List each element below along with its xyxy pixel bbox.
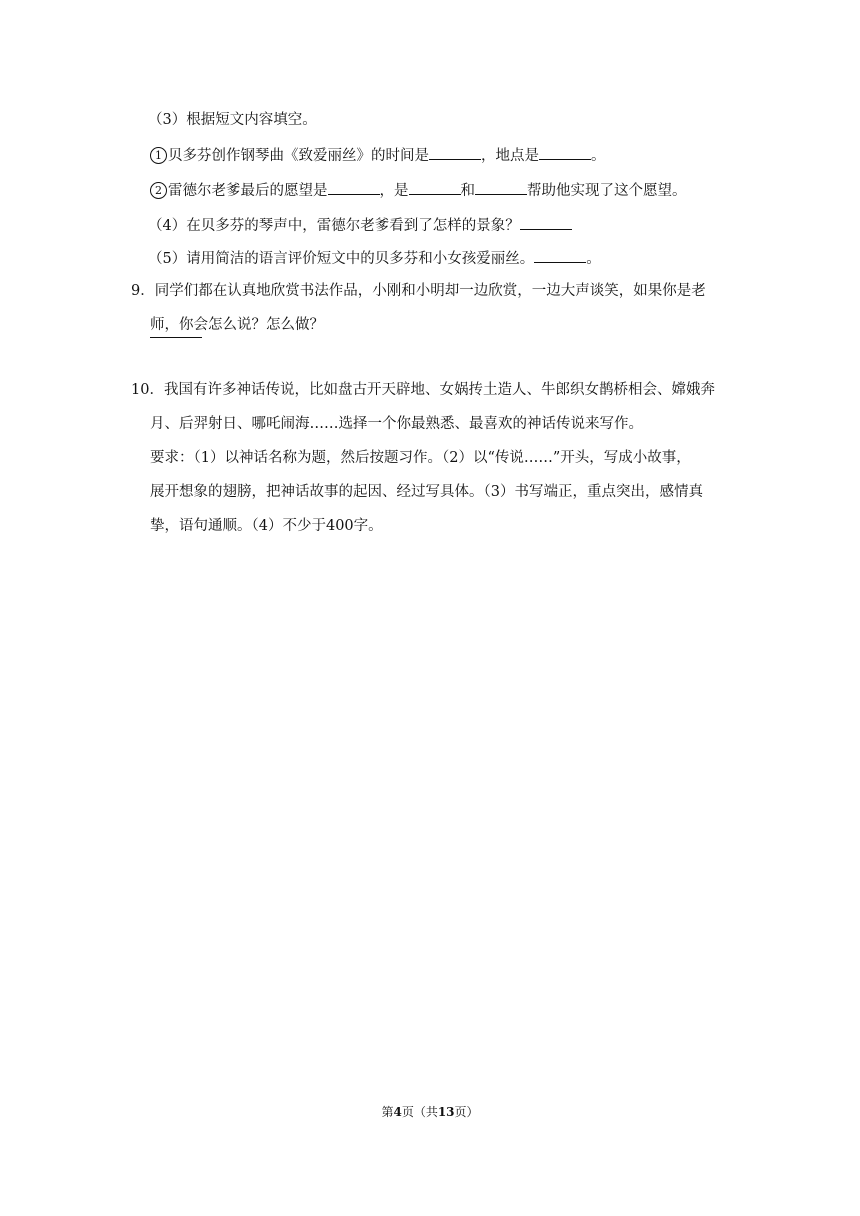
q10-text-line4: 展开想象的翅膀，把神话故事的起因、经过写具体。（3）书写端正，重点突出，感情真: [150, 484, 703, 500]
q10-number: 10．: [131, 382, 164, 398]
answer-blank[interactable]: [328, 180, 380, 195]
q8-part3-item1-text-a: 贝多芬创作钢琴曲《致爱丽丝》的时间是: [168, 148, 429, 164]
q8-part3-item1-text-c: 。: [591, 148, 606, 164]
q8-part5-end: 。: [586, 251, 601, 267]
footer-total-pages: 13: [437, 1105, 455, 1119]
q8-part3-item2: [150, 180, 687, 201]
q10-line4: [150, 482, 703, 502]
q8-part3-item2-text-a: 雷德尔老爹最后的愿望是: [168, 183, 328, 199]
q10-text-line5: 挚，语句通顺。（4）不少于400字。: [150, 518, 383, 534]
q10-line5: [150, 516, 383, 536]
footer-suffix: 页）: [454, 1105, 479, 1119]
q10-text-line2: 月、后羿射日、哪吒闹海……选择一个你最熟悉、最喜欢的神话传说来写作。: [150, 416, 643, 432]
q10-line2: [150, 414, 643, 434]
answer-blank[interactable]: [520, 215, 572, 230]
q9-number: 9．: [131, 283, 155, 299]
answer-blank[interactable]: [475, 180, 527, 195]
answer-blank[interactable]: [429, 145, 481, 160]
footer-prefix: 第: [381, 1105, 394, 1119]
q9-text-line2: 师，你会怎么说？怎么做？: [150, 317, 324, 333]
answer-blank[interactable]: [409, 180, 461, 195]
footer-mid: 页（共: [401, 1105, 438, 1119]
q9-answer-blank[interactable]: [150, 337, 202, 338]
q8-part3-item1: [150, 145, 606, 166]
q9-line2: [150, 315, 324, 335]
q8-part3-item2-text-b: ，是: [379, 183, 409, 199]
q10-text-line3: 要求：（1）以神话名称为题，然后按题习作。（2）以“传说……”开头，写成小故事，: [150, 450, 691, 466]
q9-line1: [131, 281, 706, 301]
q8-part3-item1-text-b: ，地点是: [481, 148, 539, 164]
q8-part3-text: （3）根据短文内容填空。: [148, 112, 317, 128]
answer-blank[interactable]: [534, 248, 586, 263]
q10-line1: [131, 380, 715, 400]
q8-part5-text: （5）请用简洁的语言评价短文中的贝多芬和小女孩爱丽丝。: [148, 251, 535, 267]
q10-line3: [150, 448, 691, 468]
q8-part3-item2-text-d: 帮助他实现了这个愿望。: [527, 183, 687, 199]
page-footer: [0, 1104, 860, 1120]
circled-number-1: 1: [150, 147, 167, 164]
q8-part4: [148, 215, 572, 236]
q8-part4-text: （4）在贝多芬的琴声中，雷德尔老爹看到了怎样的景象？: [148, 218, 520, 234]
footer-page-number: 4: [393, 1105, 402, 1119]
circled-number-2: 2: [150, 182, 167, 199]
answer-blank[interactable]: [539, 145, 591, 160]
q8-part3-item2-text-c: 和: [460, 183, 475, 199]
q8-part3-heading: [148, 110, 317, 130]
q9-text-line1: 同学们都在认真地欣赏书法作品，小刚和小明却一边欣赏，一边大声谈笑，如果你是老: [154, 283, 706, 299]
q10-text-line1: 我国有许多神话传说，比如盘古开天辟地、女娲抟土造人、牛郎织女鹊桥相会、嫦娥奔: [163, 382, 715, 398]
q8-part5: [148, 248, 601, 269]
